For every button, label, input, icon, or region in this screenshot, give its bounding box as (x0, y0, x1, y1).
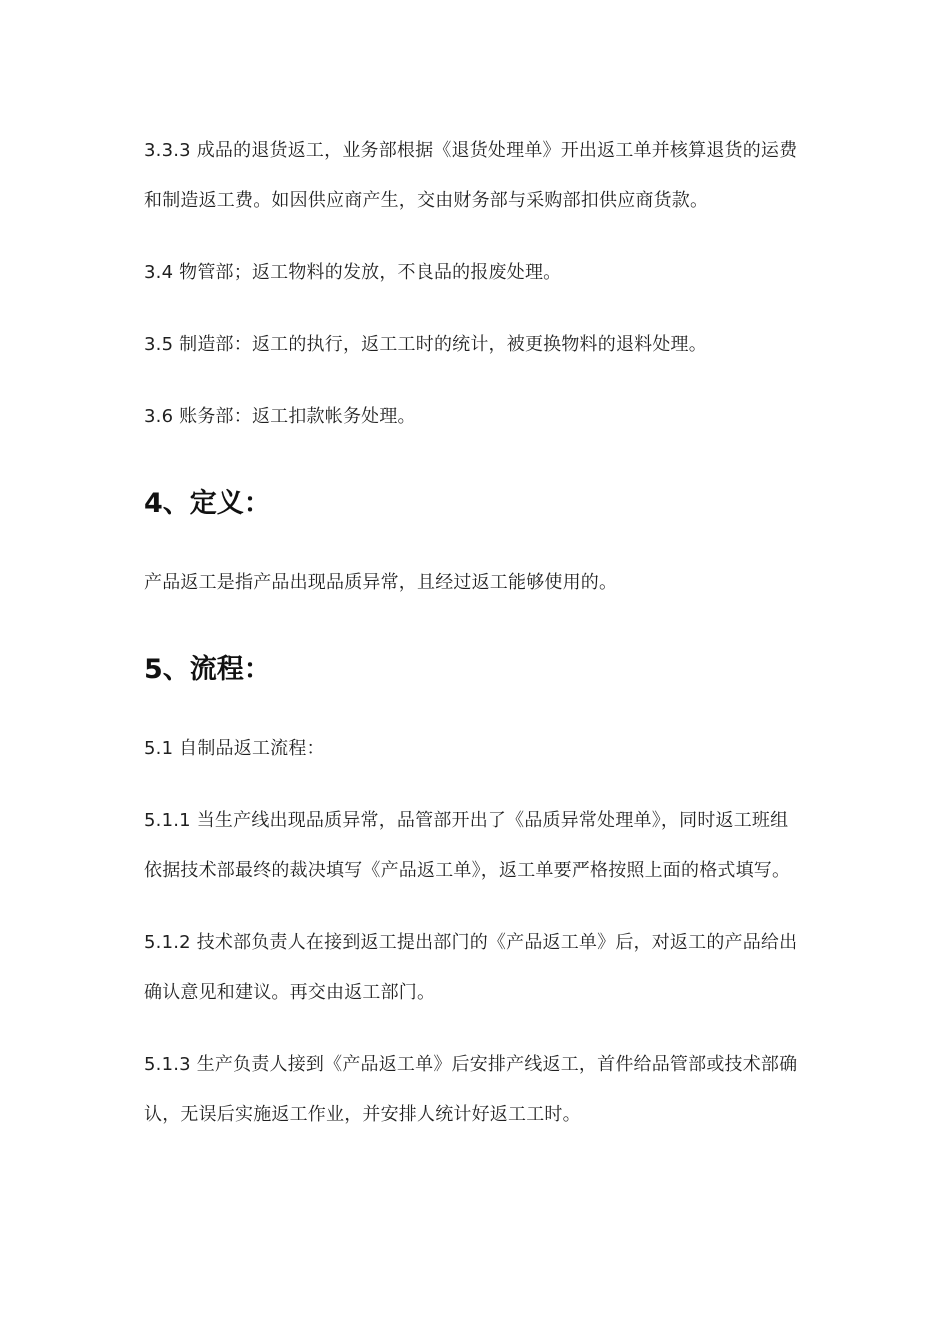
paragraph-5-1-1: 5.1.1 当生产线出现品质异常，品管部开出了《品质异常处理单》，同时返工班组依据技术部最终的裁决填写《产品返工单》，返工单要严格按照上面的格式填写。 (144, 810, 791, 881)
paragraph-definition: 产品返工是指产品出现品质异常，且经过返工能够使用的。 (144, 572, 618, 593)
paragraph-3-6: 3.6 账务部：返工扣款帐务处理。 (144, 406, 416, 427)
section-heading-definition: 4、定义： (144, 488, 271, 519)
paragraph-5-1-3: 5.1.3 生产负责人接到《产品返工单》后安排产线返工，首件给品管部或技术部确认，无误后实施返工作业，并安排人统计好返工工时。 (144, 1054, 798, 1125)
section-heading-process: 5、流程： (144, 654, 271, 685)
paragraph-3-3-3: 3.3.3 成品的退货返工，业务部根据《退货处理单》开出返工单并核算退货的运费和制造返工费。如因供应商产生，交由财务部与采购部扣供应商货款。 (144, 140, 798, 211)
paragraph-5-1-2: 5.1.2 技术部负责人在接到返工提出部门的《产品返工单》后，对返工的产品给出确认意见和建议。再交由返工部门。 (144, 932, 798, 1003)
paragraph-5-1: 5.1 自制品返工流程： (144, 738, 325, 759)
paragraph-3-5: 3.5 制造部：返工的执行，返工工时的统计，被更换物料的退料处理。 (144, 334, 707, 355)
document-page (144, 126, 806, 1162)
paragraph-3-4: 3.4 物管部；返工物料的发放，不良品的报废处理。 (144, 262, 562, 283)
